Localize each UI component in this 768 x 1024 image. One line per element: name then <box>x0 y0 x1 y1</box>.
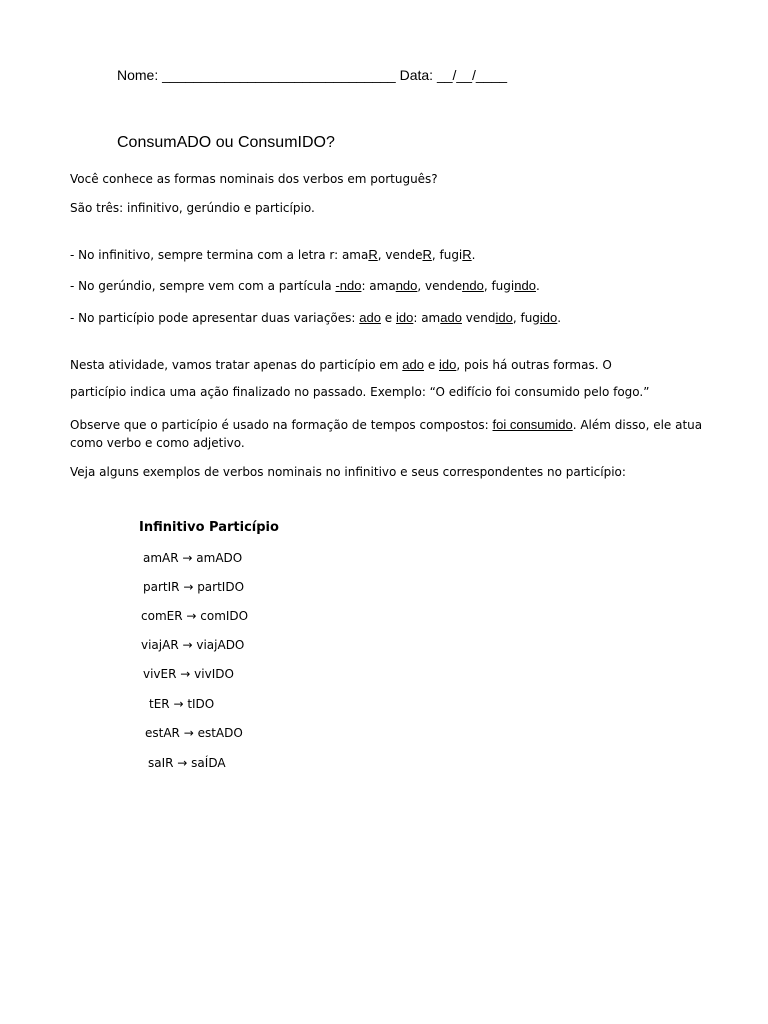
participle-form: vivIDO <box>194 667 234 681</box>
rule-text: , fugi <box>483 279 515 293</box>
paragraph-1-line-1 <box>70 357 612 372</box>
rule-text: : ama <box>361 279 396 293</box>
rule-text: . <box>471 248 476 262</box>
paragraph-text: , pois há outras formas. O <box>456 358 612 372</box>
example-ending: ndo <box>395 278 418 293</box>
rule-text: . <box>535 279 540 293</box>
arrow-right-icon: → <box>179 580 198 594</box>
rule-text: , fugi <box>431 248 463 262</box>
example-ending: R <box>368 247 378 262</box>
example-row <box>145 726 243 740</box>
participle-form: estADO <box>197 726 243 740</box>
rule-text: : am <box>413 311 441 325</box>
rule-participio <box>70 310 561 325</box>
arrow-right-icon: → <box>182 609 201 623</box>
example-ending: ido <box>495 310 513 325</box>
data-label: Data: <box>399 67 434 83</box>
example-ending: ido <box>539 310 558 325</box>
rule-text: , vende <box>377 248 423 262</box>
example-row <box>143 667 234 681</box>
rule-gerundio <box>70 278 540 293</box>
example-ending: ndo <box>462 278 484 293</box>
examples-header: Infinitivo Particípio <box>139 520 279 535</box>
rule-text: - No gerúndio, sempre vem com a partícula <box>70 279 336 293</box>
participle-form: saÍDA <box>191 756 226 770</box>
participle-form: viajADO <box>196 638 245 652</box>
page-title: ConsumADO ou ConsumIDO? <box>117 134 335 151</box>
rule-text: , fug <box>512 311 540 325</box>
rule-text: e <box>380 311 396 325</box>
nome-blank: ______________________________ <box>162 67 396 83</box>
infinitive-form: saIR <box>148 756 174 770</box>
variation-ado: ado <box>402 357 424 372</box>
arrow-right-icon: → <box>176 667 195 681</box>
rule-text: - No infinitivo, sempre termina com a letra r: ama <box>70 248 369 262</box>
example-row <box>143 580 244 594</box>
paragraph-3: Veja alguns exemplos de verbos nominais no infinitivo e seus correspondentes no particípio: <box>70 465 626 479</box>
example-row <box>141 638 244 652</box>
infinitive-form: comER <box>141 609 183 623</box>
paragraph-2-line-1 <box>70 417 702 432</box>
rule-text: . <box>557 311 562 325</box>
example-phrase: foi consumido <box>492 417 573 432</box>
participle-form: partIDO <box>197 580 245 594</box>
header-line <box>117 67 507 83</box>
example-ending: ndo <box>514 278 536 293</box>
infinitive-form: partIR <box>143 580 180 594</box>
particle: -ndo <box>335 278 362 293</box>
paragraph-text: Nesta atividade, vamos tratar apenas do particípio em <box>70 358 403 372</box>
infinitive-form: tER <box>149 697 170 711</box>
paragraph-text: . Além disso, ele atua <box>572 418 703 432</box>
paragraph-text: Observe que o particípio é usado na formação de tempos compostos: <box>70 418 493 432</box>
rule-infinitivo <box>70 247 476 262</box>
arrow-right-icon: → <box>178 551 197 565</box>
paragraph-2-line-2: como verbo e como adjetivo. <box>70 436 245 450</box>
variation-ido: ido <box>439 357 457 372</box>
infinitive-form: vivER <box>143 667 177 681</box>
infinitive-form: viajAR <box>141 638 179 652</box>
intro-line-2: São três: infinitivo, gerúndio e particípio. <box>70 201 315 215</box>
arrow-right-icon: → <box>169 697 188 711</box>
rule-text: , vende <box>417 279 463 293</box>
arrow-right-icon: → <box>178 638 197 652</box>
arrow-right-icon: → <box>173 756 192 770</box>
infinitive-form: amAR <box>143 551 179 565</box>
variation-ido: ido <box>395 310 414 325</box>
example-ending: ado <box>440 310 462 325</box>
rule-text: vend <box>461 311 496 325</box>
example-row <box>148 756 226 770</box>
data-blank: __/__/____ <box>436 67 508 83</box>
infinitive-form: estAR <box>145 726 180 740</box>
example-ending: R <box>462 247 472 262</box>
example-row <box>141 609 248 623</box>
arrow-right-icon: → <box>179 726 198 740</box>
example-row <box>143 551 242 565</box>
example-row <box>149 697 214 711</box>
participle-form: tIDO <box>187 697 215 711</box>
example-ending: R <box>422 247 432 262</box>
participle-form: amADO <box>196 551 243 565</box>
intro-line-1: Você conhece as formas nominais dos verbos em português? <box>70 172 438 186</box>
participle-form: comIDO <box>200 609 249 623</box>
rule-text: - No particípio pode apresentar duas variações: <box>70 311 360 325</box>
variation-ado: ado <box>359 310 381 325</box>
nome-label: Nome: <box>117 67 159 83</box>
paragraph-1-line-2: particípio indica uma ação finalizado no passado. Exemplo: “O edifício foi consumido pelo fogo.” <box>70 385 650 399</box>
paragraph-text: e <box>424 358 440 372</box>
